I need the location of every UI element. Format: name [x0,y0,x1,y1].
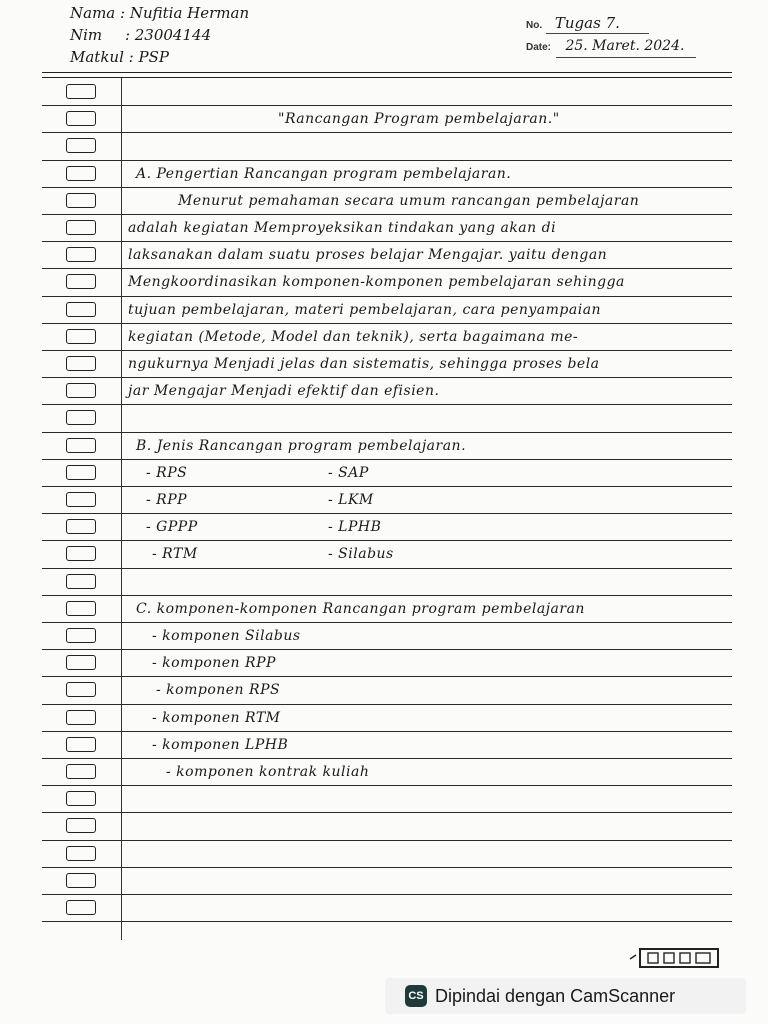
margin-checkbox [66,302,96,317]
jenis-right-item: - LKM [328,492,374,508]
margin-checkbox [66,166,96,181]
ruled-line [42,241,732,242]
margin-checkbox [66,628,96,643]
ruled-line [42,867,732,868]
name-label: Nama [70,4,116,22]
ruled-line [42,812,732,813]
handwritten-line: Mengkoordinasikan komponen-komponen pembelajaran sehingga [128,274,625,290]
top-rule [42,72,732,73]
date-underline [556,57,696,58]
margin-checkbox [66,900,96,915]
margin-checkbox [66,274,96,289]
handwritten-line: ngukurnya Menjadi jelas dan sistematis, sehingga proses bela [128,356,600,372]
ruled-line [42,649,732,650]
handwritten-line: kegiatan (Metode, Model dan teknik), serta bagaimana me- [128,329,579,345]
handwritten-line: A. Pengertian Rancangan program pembelajaran. [136,166,512,182]
ruled-line [42,704,732,705]
name-value: : Nufitia Herman [120,4,250,22]
handwritten-line: - komponen RPP [152,655,276,671]
date-value: 25. Maret. 2024. [565,38,685,54]
no-underline [546,33,649,34]
student-info [70,2,249,68]
margin-checkbox [66,601,96,616]
margin-checkbox [66,682,96,697]
handwritten-line: Menurut pemahaman secara umum rancangan pembelajaran [178,193,640,209]
handwritten-line: adalah kegiatan Memproyeksikan tindakan yang akan di [128,220,557,236]
jenis-right-item: - SAP [328,465,369,481]
ruled-line [42,214,732,215]
margin-checkbox [66,574,96,589]
ruled-line [42,540,732,541]
stamp-mark [628,945,720,969]
ruled-line [42,160,732,161]
camscanner-text: Dipindai dengan CamScanner [435,985,676,1006]
course-value: : PSP [128,48,169,66]
margin-checkbox [66,220,96,235]
margin-checkbox [66,737,96,752]
jenis-left-item: - GPPP [146,519,198,535]
ruled-line [42,323,732,324]
nim-label: Nim [70,26,103,44]
ruled-line [42,840,732,841]
course-label: Matkul [70,48,124,66]
margin-checkbox [66,546,96,561]
margin-checkbox [66,465,96,480]
assignment-no [526,14,620,32]
camscanner-badge [385,978,746,1014]
jenis-left-item: - RPS [146,465,188,481]
ruled-line [42,568,732,569]
ruled-line [42,404,732,405]
handwritten-line: laksanakan dalam suatu proses belajar Mengajar. yaitu dengan [128,247,608,263]
margin-line [121,78,122,940]
handwritten-line: - komponen RPS [156,682,281,698]
no-value: Tugas 7. [554,14,620,32]
ruled-line [42,513,732,514]
ruled-line [42,187,732,188]
no-label: No. [526,20,543,31]
handwritten-line: jar Mengajar Menjadi efektif dan efisien. [128,383,440,399]
handwritten-line: - komponen kontrak kuliah [166,764,370,780]
handwritten-line: C. komponen-komponen Rancangan program pembelajaran [136,601,585,617]
margin-checkbox [66,356,96,371]
margin-checkbox [66,846,96,861]
ruled-line [42,432,732,433]
ruled-line [42,268,732,269]
margin-checkbox [66,410,96,425]
margin-checkbox [66,492,96,507]
margin-checkbox [66,329,96,344]
nim-value: : 23004144 [124,26,212,44]
margin-checkbox [66,138,96,153]
ruled-line [42,785,732,786]
margin-checkbox [66,791,96,806]
ruled-line [42,377,732,378]
margin-checkbox [66,764,96,779]
ruled-line [42,731,732,732]
margin-checkbox [66,818,96,833]
margin-checkbox [66,873,96,888]
ruled-line [42,595,732,596]
jenis-right-item: - LPHB [328,519,382,535]
ruled-line [42,758,732,759]
margin-checkbox [66,84,96,99]
handwritten-line: - komponen LPHB [152,737,289,753]
handwritten-line: B. Jenis Rancangan program pembelajaran. [136,438,467,454]
jenis-left-item: - RPP [146,492,188,508]
assignment-date [526,38,684,54]
margin-checkbox [66,655,96,670]
handwritten-line: tujuan pembelajaran, materi pembelajaran, cara penyampaian [128,302,602,318]
margin-checkbox [66,247,96,262]
margin-checkbox [66,519,96,534]
camscanner-logo-icon: CS [405,985,427,1007]
jenis-right-item: - Silabus [328,546,394,562]
margin-checkbox [66,193,96,208]
handwritten-line: - komponen Silabus [152,628,301,644]
ruled-line [42,132,732,133]
margin-checkbox [66,111,96,126]
ruled-line [42,486,732,487]
ruled-line [42,622,732,623]
ruled-line [42,921,732,922]
handwritten-line: "Rancangan Program pembelajaran." [278,111,560,127]
date-label: Date: [526,42,552,53]
margin-checkbox [66,438,96,453]
top-rule-double [42,77,732,78]
margin-checkbox [66,383,96,398]
ruled-line [42,459,732,460]
ruled-line [42,676,732,677]
ruled-line [42,105,732,106]
margin-checkbox [66,710,96,725]
jenis-left-item: - RTM [152,546,198,562]
handwritten-line: - komponen RTM [152,710,281,726]
ruled-line [42,350,732,351]
ruled-line [42,894,732,895]
ruled-line [42,296,732,297]
